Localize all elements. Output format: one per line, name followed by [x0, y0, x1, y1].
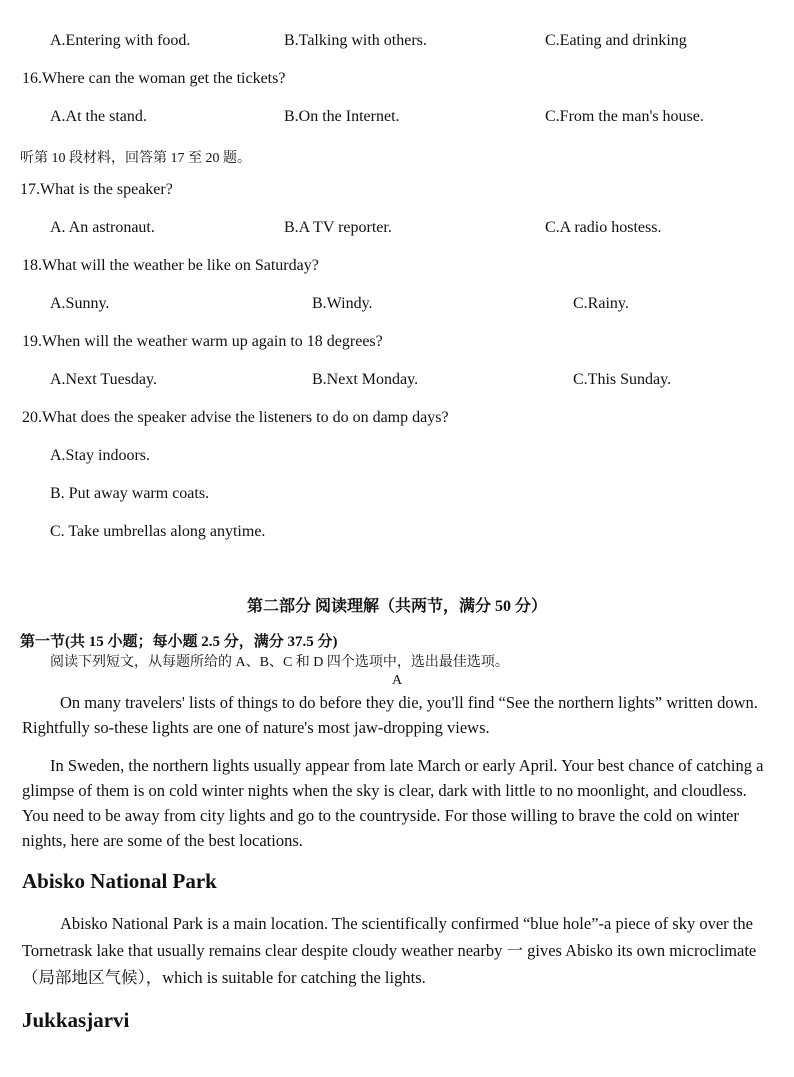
q19-option-c: C.This Sunday. [573, 371, 672, 388]
q17-question: 17.What is the speaker? [20, 181, 173, 198]
q18-option-b: B.Windy. [312, 295, 373, 312]
q19-option-b: B.Next Monday. [312, 371, 419, 388]
q19-question: 19.When will the weather warm up again to 18 degrees? [22, 333, 383, 350]
q16-option-a: A.At the stand. [50, 108, 147, 125]
q16-question: 16.Where can the woman get the tickets? [22, 70, 286, 87]
q20-option-b: B. Put away warm coats. [50, 485, 210, 502]
q20-option-c: C. Take umbrellas along anytime. [50, 523, 266, 540]
part2-title: 第二部分 阅读理解（共两节，满分 50 分） [246, 598, 547, 615]
q20-question: 20.What does the speaker advise the listeners to do on damp days? [22, 409, 449, 426]
passage-paragraph-3: Abisko National Park is a main location. The scientifically confirmed “blue hole”-a piece of sky over the Tornetrask lake that usually remains clear despite cloudy weather nearby 一 gives Abisko its own microclimate （局部地区气候），which is suitable for catching the lights. [22, 914, 757, 987]
q20-option-a: A.Stay indoors. [50, 447, 150, 464]
reading-instruction: 阅读下列短文，从每题所给的 A、B、C 和 D 四个选项中，选出最佳选项。 [50, 655, 509, 670]
q15-option-a: A.Entering with food. [50, 32, 191, 49]
q17-option-b: B.A TV reporter. [284, 219, 392, 236]
q18-option-c: C.Rainy. [573, 295, 629, 312]
q18-question: 18.What will the weather be like on Saturday? [22, 257, 319, 274]
q17-option-c: C.A radio hostess. [545, 219, 662, 236]
q19-option-a: A.Next Tuesday. [50, 371, 157, 388]
passage-label: A [391, 673, 403, 688]
q16-option-c: C.From the man's house. [545, 108, 704, 125]
q16-option-b: B.On the Internet. [284, 108, 400, 125]
q17-option-a: A. An astronaut. [50, 219, 155, 236]
section1-heading: 第一节(共 15 小题；每小题 2.5 分，满分 37.5 分) [20, 634, 338, 650]
heading-abisko: Abisko National Park [22, 869, 217, 893]
q15-option-b: B.Talking with others. [284, 32, 427, 49]
passage-paragraph-1: On many travelers' lists of things to do before they die, you'll find “See the northern lights” written down. Rightfully so-these lights are one of nature's most jaw-dropping views. [22, 693, 758, 737]
heading-jukkasjarvi: Jukkasjarvi [22, 1008, 130, 1032]
q15-option-c: C.Eating and drinking [545, 32, 687, 49]
section-note: 听第 10 段材料，回答第 17 至 20 题。 [20, 151, 251, 166]
q18-option-a: A.Sunny. [50, 295, 110, 312]
passage-paragraph-2: In Sweden, the northern lights usually appear from late March or early April. Your best chance of catching a glimpse of them is on cold winter nights when the sky is clear, dark with little to no moonlight, and cloudless. You need to be away from city lights and go to the countryside. For those willing to brave the cold on winter nights, here are some of the best locations. [22, 756, 764, 850]
